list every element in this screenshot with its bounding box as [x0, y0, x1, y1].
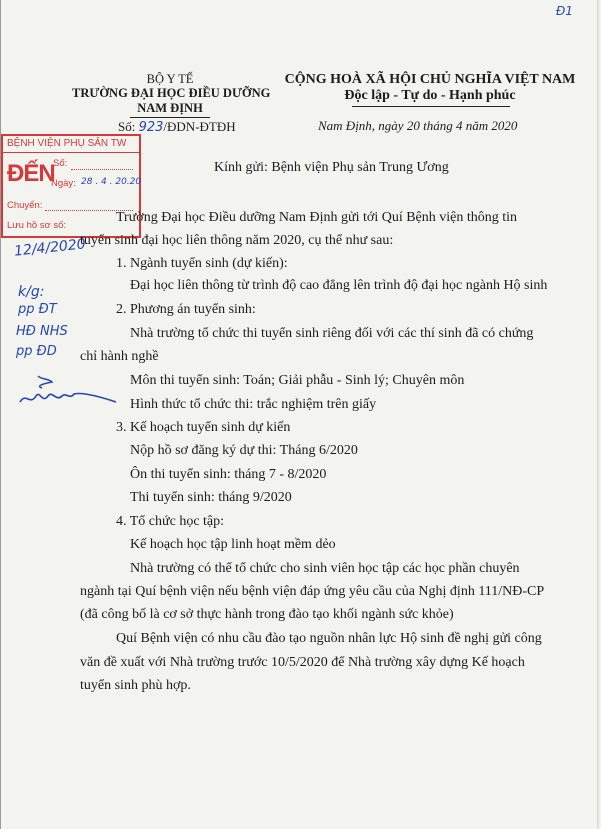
hand-note-ppdd: pp ĐD	[16, 344, 57, 359]
national-motto: Độc lập - Tự do - Hạnh phúc	[344, 88, 516, 103]
school-city: NAM ĐỊNH	[137, 101, 203, 115]
stamp-so-label: Số:	[53, 158, 68, 169]
intro-line-1: Trường Đại học Điều dưỡng Nam Định gửi tới Quí Bệnh viện thông tin	[116, 210, 518, 225]
section-1-text: Đại học liên thông từ trình độ cao đẳng lên trình độ đại học ngành Hộ sinh	[130, 278, 548, 293]
place-date: Nam Định, ngày 20 tháng 4 năm 2020	[318, 118, 518, 133]
corner-note: Đ1	[556, 4, 573, 18]
intro-line-2: tuyển sinh đại học liên thông năm 2020, cụ thể như sau:	[80, 233, 394, 248]
section-2-subjects: Môn thi tuyển sinh: Toán; Giải phẫu - Sinh lý; Chuyên môn	[130, 373, 465, 388]
doc-number-prefix: Số:	[118, 119, 136, 134]
section-3-item-c: Thi tuyển sinh: tháng 9/2020	[130, 490, 292, 505]
doc-number-suffix: /ĐDN-ĐTĐH	[163, 119, 236, 134]
section-2-format: Hình thức tổ chức thi: trắc nghiệm trên giấy	[130, 397, 377, 412]
ministry-name: BỘ Y TẾ	[146, 72, 194, 86]
doc-number-hand: 923	[138, 120, 164, 135]
hand-signature	[12, 372, 122, 412]
closing-line-3: tuyển sinh phù hợp.	[80, 678, 191, 693]
section-4-title: 4. Tổ chức học tập:	[116, 514, 225, 529]
national-title: CỘNG HOÀ XÃ HỘI CHỦ NGHĨA VIỆT NAM	[284, 72, 576, 87]
hand-note-kg: k/g:	[18, 284, 45, 300]
school-name: TRƯỜNG ĐẠI HỌC ĐIỀU DƯỠNG	[72, 86, 271, 100]
stamp-title: BỆNH VIỆN PHỤ SẢN TW	[7, 138, 127, 149]
section-4-item-a: Kế hoạch học tập linh hoạt mềm dẻo	[130, 537, 336, 552]
section-3-title: 3. Kế hoạch tuyển sinh dự kiến	[116, 420, 291, 435]
section-3-item-b: Ôn thi tuyển sinh: tháng 7 - 8/2020	[130, 467, 327, 482]
stamp-chuyen-label: Chuyển:	[7, 200, 43, 211]
hand-note-hdnhs: HĐ NHS	[16, 324, 68, 339]
section-2-text-1: Nhà trường tổ chức thi tuyển sinh riêng đối với các thí sinh đã có chứng	[130, 326, 534, 341]
section-2-text-2: chỉ hành nghề	[80, 349, 159, 364]
hand-note-ppdt: pp ĐT	[18, 302, 57, 317]
stamp-ngay-label: Ngày:	[51, 178, 76, 189]
stamp-ngay-value: 28 . 4 . 20.20	[81, 177, 142, 187]
doc-number	[118, 119, 236, 135]
section-4-text-3: (đã công bố là cơ sở thực hành trong đào tạo khối ngành sức khỏe)	[80, 607, 454, 622]
section-4-text-1: Nhà trường có thể tổ chức cho sinh viên học tập các học phần chuyên	[130, 561, 520, 576]
closing-line-1: Quí Bệnh viện có nhu cầu đào tạo nguồn nhân lực Hộ sinh đề nghị gửi công	[116, 631, 542, 646]
recipient: Kính gửi: Bệnh viện Phụ sản Trung Ương	[214, 160, 449, 175]
header-underline	[130, 117, 210, 118]
section-2-title: 2. Phương án tuyển sinh:	[116, 302, 256, 317]
motto-underline	[352, 106, 510, 107]
hand-note-date: 12/4/2020	[13, 236, 87, 260]
stamp-luu-label: Lưu hồ sơ số:	[7, 220, 67, 231]
section-4-text-2: ngành tại Quí bệnh viện nếu bệnh viện đáp ứng yêu cầu của Nghị định 111/NĐ-CP	[80, 584, 545, 599]
stamp-den: ĐẾN	[7, 160, 55, 187]
section-3-item-a: Nộp hồ sơ đăng ký dự thi: Tháng 6/2020	[130, 443, 358, 458]
closing-line-2: văn đề xuất với Nhà trường trước 10/5/2020 để Nhà trường xây dựng Kế hoạch	[80, 655, 525, 670]
section-1-title: 1. Ngành tuyển sinh (dự kiến):	[116, 256, 288, 271]
